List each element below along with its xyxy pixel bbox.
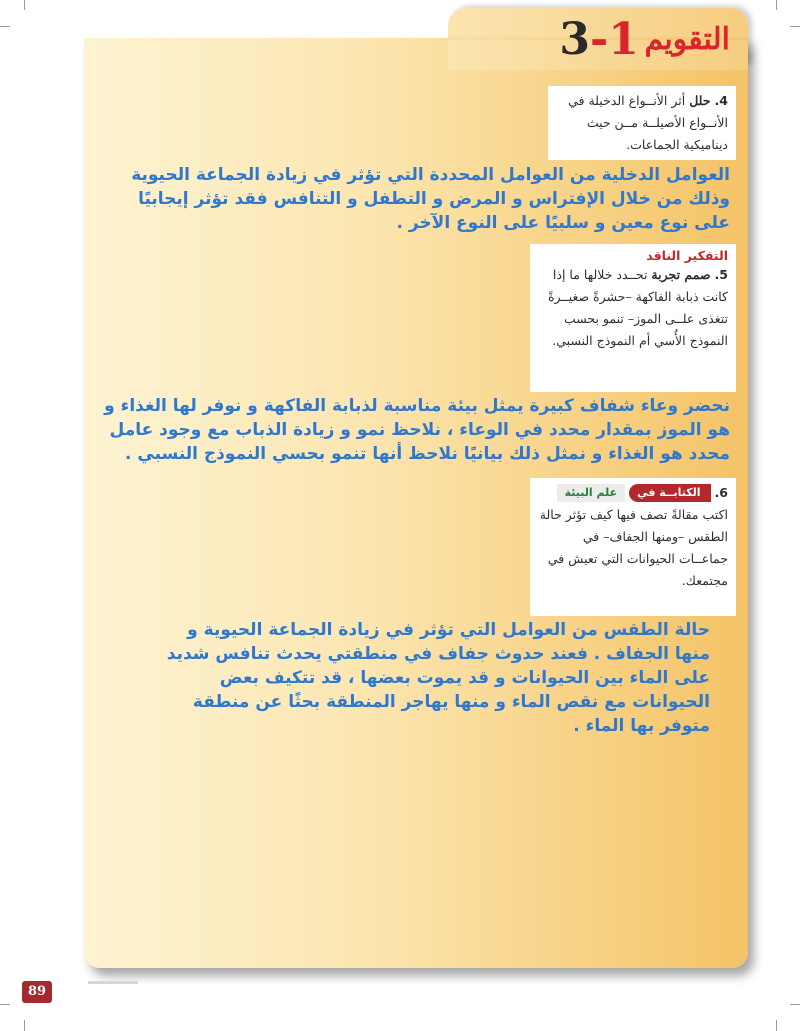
question-4-box [548, 86, 736, 160]
page-number: 89 [22, 981, 52, 1003]
question-text: أثر الأنــواع الدخيلة في الأنــواع الأصيلــة مــن حيث ديناميكية الجماعات. [568, 93, 728, 152]
answer-4: العوامل الدخلية من العوامل المحددة التي تؤثر في زيادة الجماعة الحيوية وذلك من خلال الإفتراس و المرض و التطفل و التنافس فقد تؤثر إيجابيًا على نوع معين و سلبيًا على النوع الآخر . [131, 165, 730, 233]
crop-mark [0, 26, 10, 27]
question-verb: حلل [689, 93, 711, 108]
answer-5: نحضر وعاء شفاف كبيرة يمثل بيئة مناسبة لذبابة الفاكهة و نوفر لها الغذاء و هو الموز بمقدار محدد في الوعاء ، نلاحظ نمو و زيادة الذباب مع وجود عامل محدد هو الغذاء و نمثل ذلك بيانيًا نلاحظ أنها تنمو بحسي النموذج النسبي . [104, 396, 730, 464]
title-word: التقويم [644, 22, 730, 57]
title-number-1: 1 [608, 14, 639, 65]
question-text: تحــدد خلالها ما إذا كانت ذبابة الفاكهة –حشرةً صغيــرةً تتغذى علــى الموز– تنمو بحسب النموذج الأُسي أم النموذج النسبي. [547, 267, 728, 348]
question-number: 4. [714, 93, 728, 108]
question-verb: صمم تجربة [651, 267, 711, 282]
question-text: اكتب مقالةً تصف فيها كيف تؤثر حالة الطقس –ومنها الجفاف– في جماعــات الحيوانات التي تعيش في مجتمعك. [539, 507, 728, 588]
crop-mark [790, 1004, 800, 1005]
question-number: 5. [714, 267, 728, 282]
title-dash: - [590, 14, 609, 65]
question-5-box [530, 244, 736, 392]
crop-mark [776, 1020, 777, 1031]
crop-mark [776, 0, 777, 10]
subject-badge: علم البيئة [557, 484, 626, 502]
answer-6: حالة الطقس من العوامل التي تؤثر في زيادة الجماعة الحيوية و منها الجفاف . فعند حدوث جفاف في منطقتي يحدث تنافس شديد على الماء بين الحيوانات و قد يموت بعضها ، قد تتكيف بعض الحيوانات مع نقص الماء و منها يهاجر المنطقة بحثًا عن منطقة متوفر بها الماء . [166, 620, 710, 736]
section-heading: التفكير الناقد [646, 248, 728, 263]
section-badge [538, 482, 728, 504]
title-number-3: 3 [559, 14, 590, 65]
page-title [520, 14, 730, 72]
question-number: 6. [714, 485, 728, 500]
crop-mark [0, 1004, 10, 1005]
question-6-box [530, 478, 736, 616]
footer-mark [88, 981, 138, 984]
crop-mark [790, 26, 800, 27]
crop-mark [24, 0, 25, 10]
writing-badge: الكتابــة في [629, 484, 710, 502]
crop-mark [24, 1020, 25, 1031]
